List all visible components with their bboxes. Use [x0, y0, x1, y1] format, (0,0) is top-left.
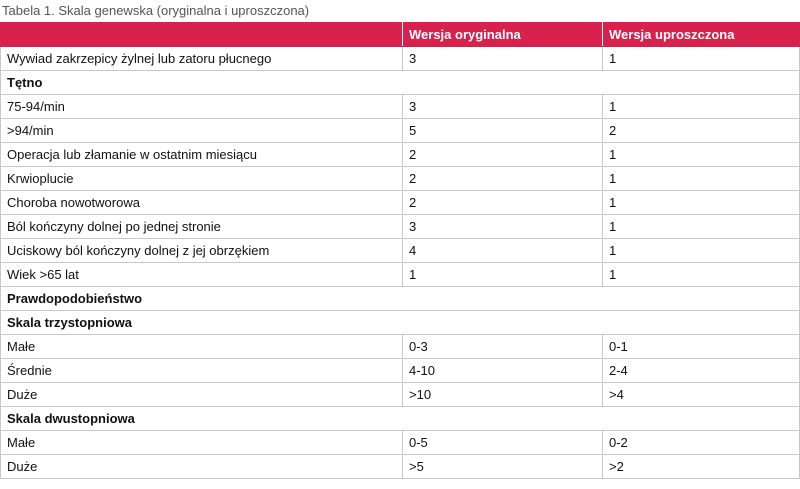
criterion-cell: Małe [1, 335, 403, 359]
table-header-row [1, 23, 800, 47]
table-row [1, 431, 800, 455]
simplified-score-cell: 2 [603, 119, 800, 143]
table-row [1, 239, 800, 263]
simplified-score-cell: 1 [603, 143, 800, 167]
original-score-cell: 3 [403, 215, 603, 239]
original-score-cell: 2 [403, 191, 603, 215]
table-row [1, 263, 800, 287]
simplified-score-cell: 1 [603, 263, 800, 287]
table-row [1, 455, 800, 479]
table-section-row [1, 311, 800, 335]
table-caption: Tabela 1. Skala genewska (oryginalna i uproszczona) [2, 3, 310, 18]
criterion-cell: Duże [1, 455, 403, 479]
table-row [1, 383, 800, 407]
original-score-cell: >10 [403, 383, 603, 407]
table-row [1, 143, 800, 167]
simplified-score-cell: >4 [603, 383, 800, 407]
section-label: Skala trzystopniowa [1, 311, 800, 335]
criterion-cell: 75-94/min [1, 95, 403, 119]
table-section-row [1, 407, 800, 431]
original-score-cell: 3 [403, 47, 603, 71]
simplified-score-cell: 1 [603, 167, 800, 191]
criterion-cell: Duże [1, 383, 403, 407]
criterion-cell: Wywiad zakrzepicy żylnej lub zatoru płucnego [1, 47, 403, 71]
geneva-score-table [0, 22, 800, 479]
criterion-cell: Małe [1, 431, 403, 455]
simplified-score-cell: 1 [603, 239, 800, 263]
simplified-score-cell: 1 [603, 47, 800, 71]
table-section-row [1, 287, 800, 311]
simplified-score-cell: 1 [603, 95, 800, 119]
section-label: Prawdopodobieństwo [1, 287, 800, 311]
simplified-score-cell: 1 [603, 191, 800, 215]
original-score-cell: >5 [403, 455, 603, 479]
header-original-version: Wersja oryginalna [403, 23, 603, 47]
simplified-score-cell: 0-2 [603, 431, 800, 455]
criterion-cell: >94/min [1, 119, 403, 143]
table-row [1, 167, 800, 191]
original-score-cell: 5 [403, 119, 603, 143]
header-criterion [1, 23, 403, 47]
original-score-cell: 4-10 [403, 359, 603, 383]
criterion-cell: Uciskowy ból kończyny dolnej z jej obrzękiem [1, 239, 403, 263]
table-row [1, 215, 800, 239]
criterion-cell: Krwioplucie [1, 167, 403, 191]
original-score-cell: 4 [403, 239, 603, 263]
criterion-cell: Ból kończyny dolnej po jednej stronie [1, 215, 403, 239]
original-score-cell: 1 [403, 263, 603, 287]
table-row [1, 95, 800, 119]
original-score-cell: 0-3 [403, 335, 603, 359]
simplified-score-cell: 1 [603, 215, 800, 239]
section-label: Tętno [1, 71, 800, 95]
original-score-cell: 3 [403, 95, 603, 119]
criterion-cell: Wiek >65 lat [1, 263, 403, 287]
simplified-score-cell: 2-4 [603, 359, 800, 383]
criterion-cell: Średnie [1, 359, 403, 383]
criterion-cell: Choroba nowotworowa [1, 191, 403, 215]
simplified-score-cell: >2 [603, 455, 800, 479]
simplified-score-cell: 0-1 [603, 335, 800, 359]
section-label: Skala dwustopniowa [1, 407, 800, 431]
table-section-row [1, 71, 800, 95]
table-row [1, 47, 800, 71]
original-score-cell: 2 [403, 143, 603, 167]
header-simplified-version: Wersja uproszczona [603, 23, 800, 47]
table-body [1, 47, 800, 479]
original-score-cell: 0-5 [403, 431, 603, 455]
table-row [1, 359, 800, 383]
table-row [1, 119, 800, 143]
table-row [1, 191, 800, 215]
criterion-cell: Operacja lub złamanie w ostatnim miesiącu [1, 143, 403, 167]
table-row [1, 335, 800, 359]
original-score-cell: 2 [403, 167, 603, 191]
